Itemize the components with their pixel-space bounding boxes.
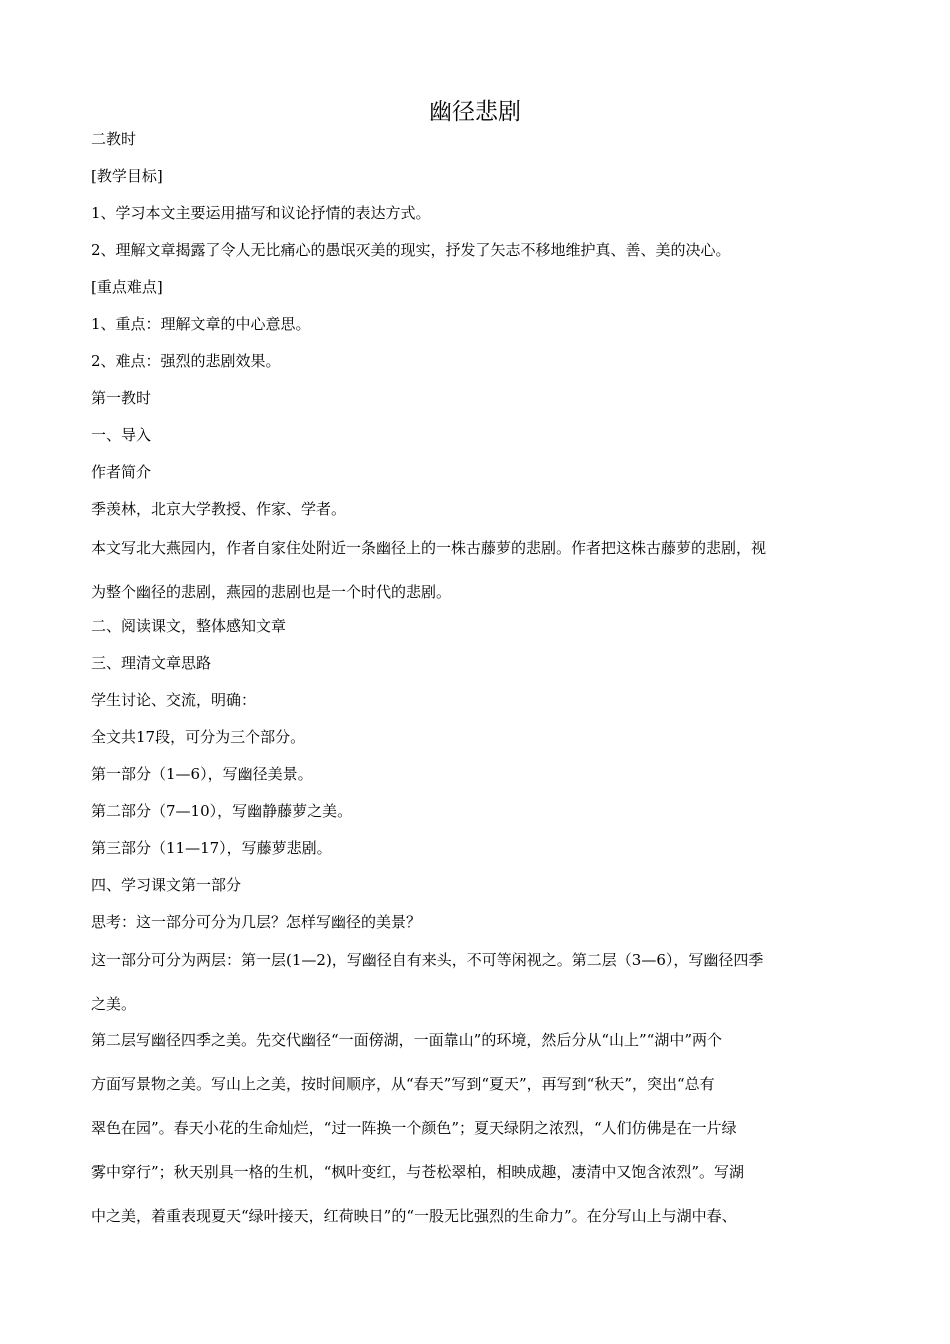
paragraph-summary bbox=[91, 526, 861, 614]
text-line: 翠色在园”。春天小花的生命灿烂，“过一阵换一个颜色”；夏天绿阴之浓烈，“人们仿佛是在一片绿 bbox=[91, 1119, 737, 1137]
discussion-note: 学生讨论、交流，明确： bbox=[91, 691, 257, 709]
heading-teaching-goals: [教学目标] bbox=[91, 167, 163, 185]
text-line: 为整个幽径的悲剧，燕园的悲剧也是一个时代的悲剧。 bbox=[91, 583, 452, 601]
text-line: 雾中穿行”；秋天别具一格的生机，“枫叶变红，与苍松翠柏，相映成趣，凄清中又饱含浓烈”。写湖 bbox=[91, 1163, 745, 1181]
text-line: 第二层写幽径四季之美。先交代幽径“一面傍湖，一面靠山”的环境，然后分从“山上”“湖中”两个 bbox=[91, 1031, 723, 1049]
heading-key-points: [重点难点] bbox=[91, 278, 163, 296]
document-title: 幽径悲剧 bbox=[429, 99, 521, 125]
paragraph-seasons bbox=[91, 1018, 861, 1238]
text-line: 本文写北大燕园内，作者自家住处附近一条幽径上的一株古藤萝的悲剧。作者把这株古藤萝的悲剧，视 bbox=[91, 539, 767, 557]
text-line: 方面写景物之美。写山上之美，按时间顺序，从“春天”写到“夏天”，再写到“秋天”，突出“总有 bbox=[91, 1075, 715, 1093]
key-point-2: 2、难点：强烈的悲剧效果。 bbox=[91, 352, 281, 370]
text-line: 之美。 bbox=[91, 995, 137, 1013]
text-line: 这一部分可分为两层：第一层(1—2)，写幽径自有来头，不可等闲视之。第二层（3—6），写幽径四季 bbox=[91, 951, 764, 969]
goal-item-1: 1、学习本文主要运用描写和议论抒情的表达方式。 bbox=[91, 204, 431, 222]
section-part-one: 四、学习课文第一部分 bbox=[91, 876, 242, 894]
section-reading: 二、阅读课文，整体感知文章 bbox=[91, 617, 287, 635]
structure-part-2: 第二部分（7—10），写幽静藤萝之美。 bbox=[91, 802, 353, 820]
question: 思考：这一部分可分为几层？怎样写幽径的美景？ bbox=[91, 913, 422, 931]
text-line: 中之美，着重表现夏天“绿叶接天，红荷映日”的“一股无比强烈的生命力”。在分写山上与湖中春、 bbox=[91, 1207, 737, 1225]
structure-part-3: 第三部分（11—17），写藤萝悲剧。 bbox=[91, 839, 332, 857]
structure-part-1: 第一部分（1—6），写幽径美景。 bbox=[91, 765, 313, 783]
structure-overview: 全文共17段，可分为三个部分。 bbox=[91, 728, 306, 746]
section-intro: 一、导入 bbox=[91, 426, 152, 444]
section-structure: 三、理清文章思路 bbox=[91, 654, 212, 672]
paragraph-layers bbox=[91, 938, 861, 1026]
author-bio: 季羡林，北京大学教授、作家、学者。 bbox=[91, 500, 347, 518]
heading-author: 作者简介 bbox=[91, 463, 152, 481]
line-lesson-count: 二教时 bbox=[91, 130, 137, 148]
heading-first-lesson: 第一教时 bbox=[91, 389, 152, 407]
key-point-1: 1、重点：理解文章的中心意思。 bbox=[91, 315, 311, 333]
goal-item-2: 2、理解文章揭露了令人无比痛心的愚氓灭美的现实，抒发了矢志不移地维护真、善、美的决心。 bbox=[91, 241, 731, 259]
